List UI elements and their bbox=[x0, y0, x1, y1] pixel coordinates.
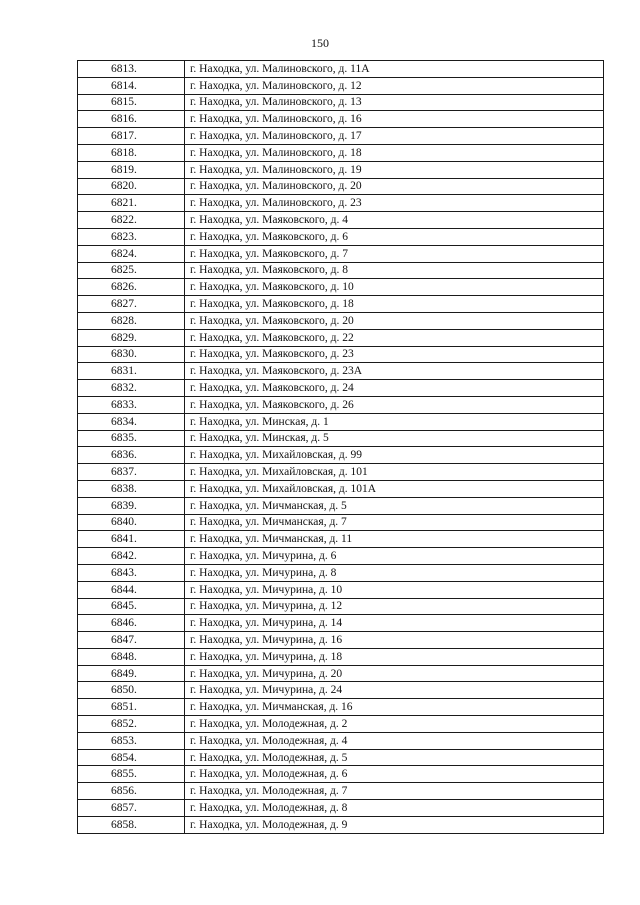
row-number: 6844. bbox=[78, 581, 185, 598]
row-number: 6824. bbox=[78, 245, 185, 262]
row-address: г. Находка, ул. Молодежная, д. 7 bbox=[185, 783, 604, 800]
table-row bbox=[78, 111, 604, 128]
row-number: 6822. bbox=[78, 212, 185, 229]
row-number: 6821. bbox=[78, 195, 185, 212]
row-number: 6856. bbox=[78, 783, 185, 800]
table-row bbox=[78, 682, 604, 699]
row-address: г. Находка, ул. Мичурина, д. 20 bbox=[185, 665, 604, 682]
row-number: 6845. bbox=[78, 598, 185, 615]
table-row bbox=[78, 497, 604, 514]
row-number: 6832. bbox=[78, 380, 185, 397]
row-number: 6831. bbox=[78, 363, 185, 380]
row-address: г. Находка, ул. Маяковского, д. 26 bbox=[185, 396, 604, 413]
row-number: 6853. bbox=[78, 732, 185, 749]
row-address: г. Находка, ул. Маяковского, д. 4 bbox=[185, 212, 604, 229]
row-number: 6829. bbox=[78, 329, 185, 346]
row-address: г. Находка, ул. Молодежная, д. 9 bbox=[185, 816, 604, 833]
row-address: г. Находка, ул. Михайловская, д. 101А bbox=[185, 480, 604, 497]
table-row bbox=[78, 296, 604, 313]
table-row bbox=[78, 598, 604, 615]
table-row bbox=[78, 128, 604, 145]
row-number: 6818. bbox=[78, 144, 185, 161]
row-number: 6841. bbox=[78, 531, 185, 548]
address-table-body bbox=[78, 61, 604, 834]
table-row bbox=[78, 749, 604, 766]
row-address: г. Находка, ул. Малиновского, д. 20 bbox=[185, 178, 604, 195]
row-address: г. Находка, ул. Молодежная, д. 8 bbox=[185, 800, 604, 817]
row-address: г. Находка, ул. Малиновского, д. 23 bbox=[185, 195, 604, 212]
row-number: 6839. bbox=[78, 497, 185, 514]
row-address: г. Находка, ул. Мичманская, д. 7 bbox=[185, 514, 604, 531]
table-row bbox=[78, 447, 604, 464]
row-number: 6823. bbox=[78, 228, 185, 245]
row-address: г. Находка, ул. Мичманская, д. 16 bbox=[185, 699, 604, 716]
table-row bbox=[78, 195, 604, 212]
row-address: г. Находка, ул. Мичманская, д. 11 bbox=[185, 531, 604, 548]
table-row bbox=[78, 94, 604, 111]
row-address: г. Находка, ул. Минская, д. 5 bbox=[185, 430, 604, 447]
row-number: 6838. bbox=[78, 480, 185, 497]
table-row bbox=[78, 648, 604, 665]
table-row bbox=[78, 766, 604, 783]
row-address: г. Находка, ул. Мичурина, д. 18 bbox=[185, 648, 604, 665]
row-address: г. Находка, ул. Маяковского, д. 20 bbox=[185, 312, 604, 329]
row-number: 6814. bbox=[78, 77, 185, 94]
table-row bbox=[78, 279, 604, 296]
table-row bbox=[78, 800, 604, 817]
row-number: 6852. bbox=[78, 716, 185, 733]
row-number: 6843. bbox=[78, 564, 185, 581]
row-number: 6827. bbox=[78, 296, 185, 313]
row-number: 6837. bbox=[78, 464, 185, 481]
table-row bbox=[78, 581, 604, 598]
table-row bbox=[78, 480, 604, 497]
row-address: г. Находка, ул. Маяковского, д. 8 bbox=[185, 262, 604, 279]
table-row bbox=[78, 329, 604, 346]
row-address: г. Находка, ул. Малиновского, д. 17 bbox=[185, 128, 604, 145]
row-address: г. Находка, ул. Малиновского, д. 13 bbox=[185, 94, 604, 111]
row-number: 6819. bbox=[78, 161, 185, 178]
row-address: г. Находка, ул. Маяковского, д. 7 bbox=[185, 245, 604, 262]
row-number: 6828. bbox=[78, 312, 185, 329]
row-address: г. Находка, ул. Маяковского, д. 10 bbox=[185, 279, 604, 296]
row-address: г. Находка, ул. Минская, д. 1 bbox=[185, 413, 604, 430]
table-row bbox=[78, 732, 604, 749]
table-row bbox=[78, 144, 604, 161]
row-address: г. Находка, ул. Маяковского, д. 23А bbox=[185, 363, 604, 380]
table-row bbox=[78, 564, 604, 581]
row-address: г. Находка, ул. Мичурина, д. 6 bbox=[185, 548, 604, 565]
row-address: г. Находка, ул. Маяковского, д. 24 bbox=[185, 380, 604, 397]
row-number: 6817. bbox=[78, 128, 185, 145]
row-address: г. Находка, ул. Малиновского, д. 12 bbox=[185, 77, 604, 94]
row-number: 6826. bbox=[78, 279, 185, 296]
row-number: 6835. bbox=[78, 430, 185, 447]
table-row bbox=[78, 212, 604, 229]
row-number: 6849. bbox=[78, 665, 185, 682]
row-number: 6857. bbox=[78, 800, 185, 817]
row-number: 6858. bbox=[78, 816, 185, 833]
table-row bbox=[78, 228, 604, 245]
table-row bbox=[78, 161, 604, 178]
row-number: 6813. bbox=[78, 61, 185, 78]
row-number: 6815. bbox=[78, 94, 185, 111]
row-number: 6836. bbox=[78, 447, 185, 464]
table-row bbox=[78, 363, 604, 380]
row-address: г. Находка, ул. Малиновского, д. 18 bbox=[185, 144, 604, 161]
table-row bbox=[78, 245, 604, 262]
row-number: 6850. bbox=[78, 682, 185, 699]
table-row bbox=[78, 816, 604, 833]
row-number: 6833. bbox=[78, 396, 185, 413]
row-address: г. Находка, ул. Молодежная, д. 4 bbox=[185, 732, 604, 749]
row-address: г. Находка, ул. Малиновского, д. 16 bbox=[185, 111, 604, 128]
row-number: 6820. bbox=[78, 178, 185, 195]
row-number: 6854. bbox=[78, 749, 185, 766]
row-address: г. Находка, ул. Малиновского, д. 19 bbox=[185, 161, 604, 178]
row-address: г. Находка, ул. Молодежная, д. 5 bbox=[185, 749, 604, 766]
table-row bbox=[78, 464, 604, 481]
row-number: 6848. bbox=[78, 648, 185, 665]
row-address: г. Находка, ул. Мичурина, д. 14 bbox=[185, 615, 604, 632]
row-number: 6830. bbox=[78, 346, 185, 363]
table-row bbox=[78, 61, 604, 78]
row-number: 6834. bbox=[78, 413, 185, 430]
row-address: г. Находка, ул. Мичурина, д. 16 bbox=[185, 632, 604, 649]
row-address: г. Находка, ул. Михайловская, д. 101 bbox=[185, 464, 604, 481]
row-number: 6847. bbox=[78, 632, 185, 649]
table-row bbox=[78, 413, 604, 430]
row-number: 6855. bbox=[78, 766, 185, 783]
table-row bbox=[78, 514, 604, 531]
row-number: 6840. bbox=[78, 514, 185, 531]
row-number: 6846. bbox=[78, 615, 185, 632]
table-row bbox=[78, 615, 604, 632]
row-address: г. Находка, ул. Молодежная, д. 6 bbox=[185, 766, 604, 783]
row-number: 6842. bbox=[78, 548, 185, 565]
table-row bbox=[78, 380, 604, 397]
row-address: г. Находка, ул. Маяковского, д. 23 bbox=[185, 346, 604, 363]
table-row bbox=[78, 430, 604, 447]
row-address: г. Находка, ул. Мичурина, д. 8 bbox=[185, 564, 604, 581]
table-row bbox=[78, 548, 604, 565]
table-row bbox=[78, 632, 604, 649]
row-address: г. Находка, ул. Маяковского, д. 6 bbox=[185, 228, 604, 245]
row-address: г. Находка, ул. Маяковского, д. 18 bbox=[185, 296, 604, 313]
table-row bbox=[78, 77, 604, 94]
row-address: г. Находка, ул. Мичманская, д. 5 bbox=[185, 497, 604, 514]
table-row bbox=[78, 665, 604, 682]
table-row bbox=[78, 262, 604, 279]
table-row bbox=[78, 699, 604, 716]
row-address: г. Находка, ул. Мичурина, д. 24 bbox=[185, 682, 604, 699]
table-row bbox=[78, 716, 604, 733]
table-row bbox=[78, 312, 604, 329]
row-address: г. Находка, ул. Маяковского, д. 22 bbox=[185, 329, 604, 346]
table-row bbox=[78, 531, 604, 548]
row-address: г. Находка, ул. Мичурина, д. 12 bbox=[185, 598, 604, 615]
address-table bbox=[77, 60, 604, 834]
row-number: 6851. bbox=[78, 699, 185, 716]
table-row bbox=[78, 178, 604, 195]
row-address: г. Находка, ул. Малиновского, д. 11А bbox=[185, 61, 604, 78]
row-address: г. Находка, ул. Мичурина, д. 10 bbox=[185, 581, 604, 598]
page-number: 150 bbox=[311, 36, 329, 50]
table-row bbox=[78, 396, 604, 413]
row-address: г. Находка, ул. Молодежная, д. 2 bbox=[185, 716, 604, 733]
table-row bbox=[78, 783, 604, 800]
row-address: г. Находка, ул. Михайловская, д. 99 bbox=[185, 447, 604, 464]
row-number: 6816. bbox=[78, 111, 185, 128]
row-number: 6825. bbox=[78, 262, 185, 279]
table-row bbox=[78, 346, 604, 363]
